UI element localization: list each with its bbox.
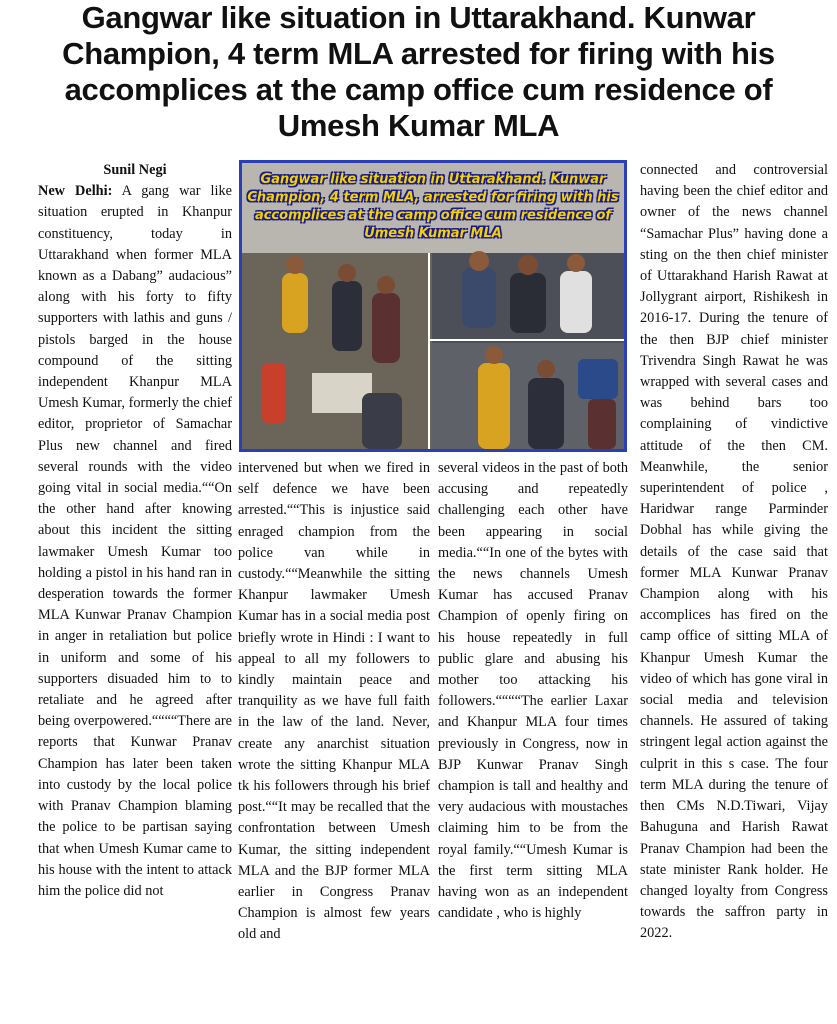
column-2-text: intervened but when we fired in self defence we have been arrested.““This is injustice said enraged champion from the police van while in custody.““Meanwhile the sitting Khanpur lawmaker Umesh Kumar has in a social media post briefly wrote in Hindi : I want to appeal to all my followers to kindly maintain peace and tranquility as we have full faith in the law of the land. Never, create any anarchist situation wrote the sitting Khanpur MLA tk his followers through his brief post.““It may be recalled that the confrontation between Umesh Kumar, the sitting independent MLA and the BJP former MLA earlier in Congress Pranav Champion is almost few years old and xyxy=(238,460,430,943)
photo-caption: Gangwar like situation in Uttarakhand. Kunwar Champion, 4 term MLA, arrested for firing with his accomplices at the camp office cum residence of Umesh Kumar MLA xyxy=(247,172,619,241)
article-column-1 xyxy=(38,160,232,1010)
column-1-text: A gang war like situation erupted in Khanpur constituency, today in Uttarakhand when former MLA known as a Dabang” audacious” along with his forty to fifty supporters with lathis and guns / pistols barged in the house compound of the sitting independent Khanpur MLA Umesh Kumar, formerly the chief editor, proprietor of Samachar Plus new channel and fired several rounds with the video going vital in social media.““On the other hand after knowing about this incident the sitting lawmaker Umesh Kumar too holding a pistol in his hand ran in desperation towards the former MLA Kunwar Pranav Champion in anger in retaliation but police in uniform and some of his supporters disuaded him to to retaliate and he agreed after being overpowered.““““There are reports that Kunwar Pranav Champion has later been taken into custody by the local police with Pranav Champion blaming the police to be partisan saying that when Umesh Kumar came to his house with the intent to attack him the police did not xyxy=(38,183,232,899)
byline: Sunil Negi xyxy=(103,162,167,178)
article-column-4 xyxy=(640,160,828,1010)
article-headline: Gangwar like situation in Uttarakhand. Kunwar Champion, 4 term MLA arrested for firing with his accomplices at the camp office cum residence of Umesh Kumar MLA xyxy=(62,0,775,143)
news-photo xyxy=(239,160,627,452)
dateline: New Delhi: xyxy=(38,183,113,200)
article-column-3 xyxy=(438,458,628,1010)
article-column-2 xyxy=(238,458,430,1010)
column-3-text: several videos in the past of both accusing and repeatedly challenging each other have been appearing in social media.““In one of the bytes with the news channels Umesh Kumar has accused Pranav Champion of openly firing on his house repeatedly in full public glare and abusing his mother too attacking his followers.““““The earlier Laxar and Khanpur MLA four times previously in Congress, now in BJP Kunwar Pranav Singh champion is tall and healthy and very audacious with moustaches claiming him to be from the royal family.““Umesh Kumar is the first term sitting MLA having won as an independent candidate , who is highly xyxy=(438,460,628,922)
column-4-text: connected and controversial having been the chief editor and owner of the news channel “Samachar Plus” having done a sting on the then chief minister of Uttarakhand Harish Rawat at Jollygrant airport, Rishikesh in 2016-17. During the tenure of the then BJP chief minister Trivendra Singh Rawat he was wrapped with several cases and was behind bars too complaining of vindictive attitude of the then CM. Meanwhile, the senior superintendent of police , Haridwar range Parminder Dobhal has while giving the details of the case said that former MLA Kunwar Pranav Champion along with his accomplices has fired on the camp office of sitting MLA of Khanpur Umesh Kumar the video of which has gone viral in social media and television channels. He assured of taking stringent legal action against the culprit in this s case. The four term MLA during the tenure of then CMs N.D.Tiwari, Vijay Bahuguna and Harish Rawat Pranav Champion had been the state minister Rank holder. He changed loyalty from Congress towards the saffron party in 2022. xyxy=(640,162,828,942)
